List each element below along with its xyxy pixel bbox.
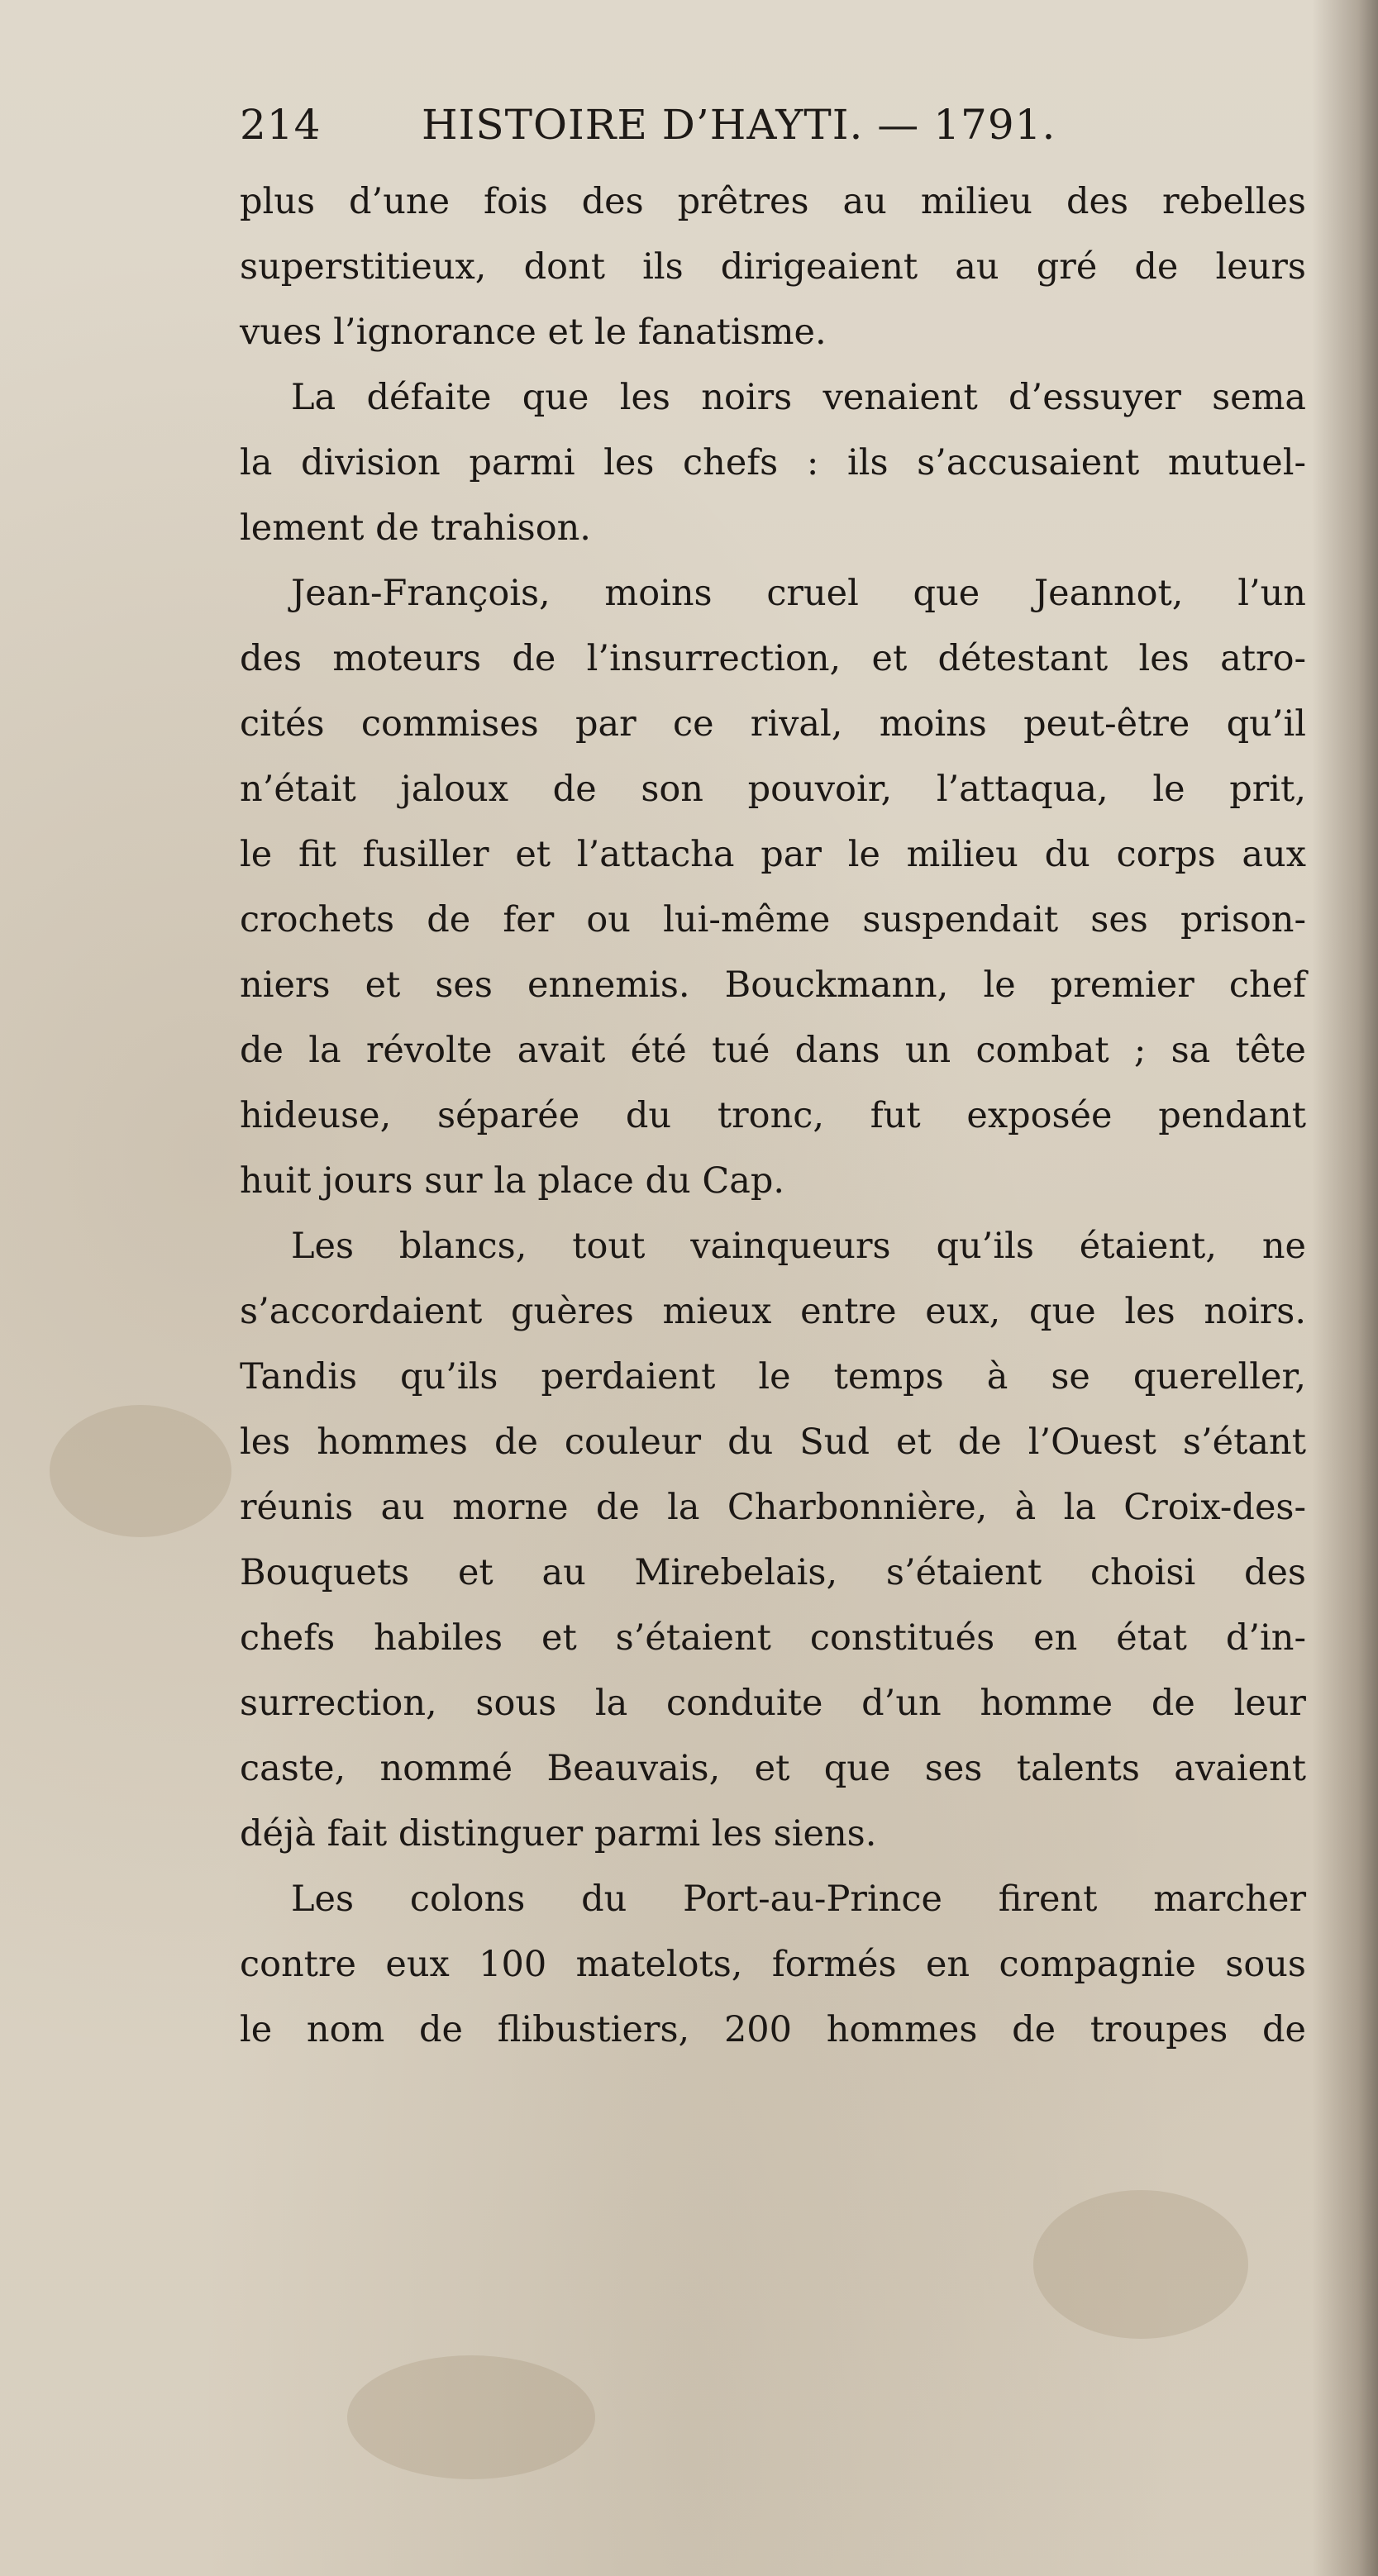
body-text bbox=[240, 169, 1306, 2063]
text-line: caste, nommé Beauvais, et que ses talents avaient bbox=[240, 1748, 1306, 1789]
running-title: HISTOIRE D’HAYTI. — 1791. bbox=[422, 101, 1056, 149]
page-number: 214 bbox=[240, 101, 322, 149]
paper-stain bbox=[347, 2355, 595, 2479]
text-line: cités commises par ce rival, moins peut-être qu’il bbox=[240, 703, 1306, 745]
text-line: niers et ses ennemis. Bouckmann, le premier chef bbox=[240, 964, 1306, 1006]
text-line: surrection, sous la conduite d’un homme de leur bbox=[240, 1683, 1306, 1724]
text-line: chefs habiles et s’étaient constitués en état d’in- bbox=[240, 1617, 1306, 1659]
text-line: réunis au morne de la Charbonnière, à la Croix-des- bbox=[240, 1487, 1306, 1528]
text-line: des moteurs de l’insurrection, et détestant les atro- bbox=[240, 638, 1306, 679]
text-line: huit jours sur la place du Cap. bbox=[240, 1160, 785, 1202]
text-line: hideuse, séparée du tronc, fut exposée pendant bbox=[240, 1095, 1306, 1136]
text-line: de la révolte avait été tué dans un combat ; sa tête bbox=[240, 1030, 1306, 1071]
text-line: Bouquets et au Mirebelais, s’étaient choisi des bbox=[240, 1552, 1306, 1593]
text-line: Tandis qu’ils perdaient le temps à se quereller, bbox=[240, 1356, 1306, 1398]
text-line: n’était jaloux de son pouvoir, l’attaqua, le prit, bbox=[240, 769, 1306, 810]
text-line: déjà fait distinguer parmi les siens. bbox=[240, 1813, 877, 1855]
text-line: le nom de flibustiers, 200 hommes de troupes de bbox=[240, 2009, 1306, 2050]
page-header bbox=[240, 101, 1306, 167]
text-line: vues l’ignorance et le fanatisme. bbox=[240, 312, 827, 353]
text-line: les hommes de couleur du Sud et de l’Ouest s’étant bbox=[240, 1421, 1306, 1463]
gutter-shadow bbox=[1312, 0, 1378, 2576]
paper-stain bbox=[50, 1405, 231, 1537]
text-line: la division parmi les chefs : ils s’accusaient mutuel- bbox=[240, 442, 1306, 483]
text-line: lement de trahison. bbox=[240, 507, 591, 549]
text-line: le fit fusiller et l’attacha par le milieu du corps aux bbox=[240, 834, 1306, 875]
text-line: contre eux 100 matelots, formés en compagnie sous bbox=[240, 1944, 1306, 1985]
text-line: superstitieux, dont ils dirigeaient au gré de leurs bbox=[240, 246, 1306, 288]
text-line: La défaite que les noirs venaient d’essuyer sema bbox=[291, 377, 1306, 418]
text-line: s’accordaient guères mieux entre eux, que les noirs. bbox=[240, 1291, 1306, 1332]
text-line: Les blancs, tout vainqueurs qu’ils étaient, ne bbox=[291, 1226, 1306, 1267]
text-line: Jean-François, moins cruel que Jeannot, l’un bbox=[291, 573, 1306, 614]
text-line: Les colons du Port-au-Prince firent marcher bbox=[291, 1878, 1306, 1920]
text-line: crochets de fer ou lui-même suspendait ses prison- bbox=[240, 899, 1306, 940]
paper-stain bbox=[1033, 2190, 1248, 2339]
text-line: plus d’une fois des prêtres au milieu des rebelles bbox=[240, 181, 1306, 222]
